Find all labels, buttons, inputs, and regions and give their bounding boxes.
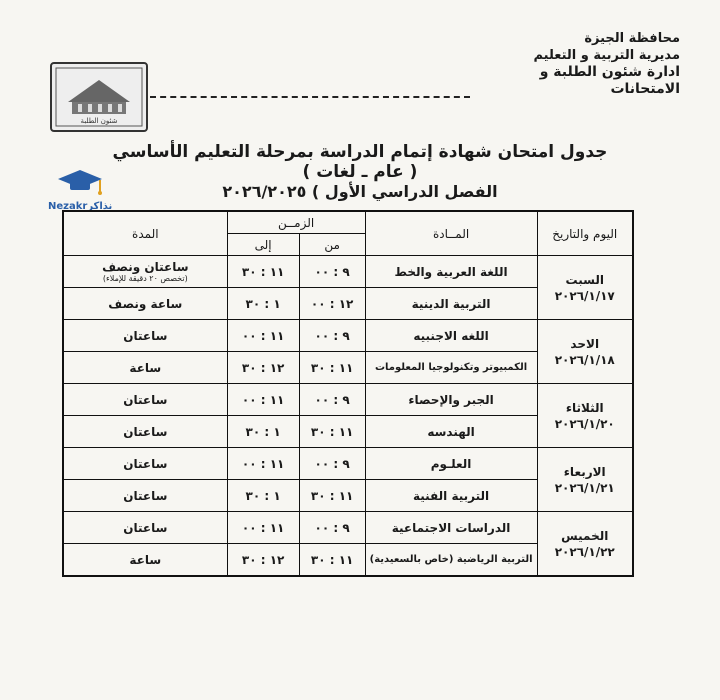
exam-schedule-table bbox=[62, 210, 634, 577]
day-date: ٢٠٢٦/١/٢٠ bbox=[554, 416, 615, 431]
subject-cell: العلـوم bbox=[365, 448, 537, 480]
duration-cell: ساعتان bbox=[63, 480, 227, 512]
table-row bbox=[63, 512, 633, 544]
day-date: ٢٠٢٦/١/٢٢ bbox=[554, 544, 615, 559]
duration-cell: ساعتان bbox=[63, 320, 227, 352]
subject-cell: التربية الفنية bbox=[365, 480, 537, 512]
from-cell: ٩ : ٠٠ bbox=[299, 256, 365, 288]
subject-cell: التربية الدينية bbox=[365, 288, 537, 320]
from-cell: ٩ : ٠٠ bbox=[299, 320, 365, 352]
duration-cell: ساعة ونصف bbox=[63, 288, 227, 320]
header-divider bbox=[150, 96, 470, 98]
to-cell: ١ : ٣٠ bbox=[227, 416, 299, 448]
to-header: إلى bbox=[227, 234, 299, 256]
duration-cell: ساعتان bbox=[63, 416, 227, 448]
duration-cell: ساعتان bbox=[63, 384, 227, 416]
table-row bbox=[63, 256, 633, 288]
semester-subtitle: الفصل الدراسي الأول ) ٢٠٢٦/٢٠٢٥ bbox=[222, 182, 498, 201]
day-date-header: اليوم والتاريخ bbox=[537, 211, 633, 256]
duration-cell bbox=[63, 256, 227, 288]
from-cell: ١١ : ٣٠ bbox=[299, 352, 365, 384]
to-cell: ١١ : ٠٠ bbox=[227, 320, 299, 352]
administration-name: ادارة شئون الطلبة و الامتحانات bbox=[539, 64, 680, 97]
to-cell: ١٢ : ٣٠ bbox=[227, 544, 299, 577]
to-cell: ١٢ : ٣٠ bbox=[227, 352, 299, 384]
to-cell: ١١ : ٠٠ bbox=[227, 448, 299, 480]
day-cell bbox=[537, 320, 633, 384]
day-cell bbox=[537, 256, 633, 320]
day-name: السبت bbox=[565, 272, 604, 287]
subject-cell: الدراسات الاجتماعية bbox=[365, 512, 537, 544]
directorate-header bbox=[480, 30, 680, 98]
day-name: الاربعاء bbox=[563, 464, 606, 479]
site-watermark bbox=[48, 166, 112, 212]
from-cell: ٩ : ٠٠ bbox=[299, 448, 365, 480]
from-cell: ٩ : ٠٠ bbox=[299, 512, 365, 544]
from-cell: ١١ : ٣٠ bbox=[299, 480, 365, 512]
duration-header: المدة bbox=[63, 211, 227, 256]
duration-text: ساعتان ونصف bbox=[102, 260, 189, 274]
day-date: ٢٠٢٦/١/١٨ bbox=[554, 352, 615, 367]
subject-cell: التربية الرياضية (خاص بالسعيدية) bbox=[365, 544, 537, 577]
table-row bbox=[63, 384, 633, 416]
to-cell: ١ : ٣٠ bbox=[227, 480, 299, 512]
day-cell bbox=[537, 448, 633, 512]
from-cell: ١١ : ٣٠ bbox=[299, 544, 365, 577]
duration-cell: ساعتان bbox=[63, 448, 227, 480]
day-name: الثلاثاء bbox=[565, 400, 604, 415]
table-header-row bbox=[63, 211, 633, 234]
from-header: من bbox=[299, 234, 365, 256]
day-name: الاحد bbox=[570, 336, 600, 351]
graduation-cap-icon bbox=[48, 166, 112, 198]
from-cell: ١٢ : ٠٠ bbox=[299, 288, 365, 320]
duration-cell: ساعة bbox=[63, 544, 227, 577]
subject-cell: اللغة العربية والخط bbox=[365, 256, 537, 288]
subject-cell: اللغه الاجنبيه bbox=[365, 320, 537, 352]
day-date: ٢٠٢٦/١/٢١ bbox=[554, 480, 615, 495]
day-cell bbox=[537, 384, 633, 448]
day-cell bbox=[537, 512, 633, 577]
from-cell: ١١ : ٣٠ bbox=[299, 416, 365, 448]
duration-cell: ساعة bbox=[63, 352, 227, 384]
table-row bbox=[63, 448, 633, 480]
directorate-logo bbox=[50, 62, 148, 132]
subject-header: المــادة bbox=[365, 211, 537, 256]
directorate-name: مديرية التربية و التعليم bbox=[533, 48, 680, 63]
building-emblem-icon bbox=[52, 64, 146, 130]
time-header: الزمــن bbox=[227, 211, 365, 234]
to-cell: ١١ : ٠٠ bbox=[227, 384, 299, 416]
to-cell: ١ : ٣٠ bbox=[227, 288, 299, 320]
duration-note: (تخصص ٢٠ دقيقة للإملاء) bbox=[102, 274, 188, 283]
day-name: الخميس bbox=[561, 528, 609, 543]
subject-cell: الجبر والإحصاء bbox=[365, 384, 537, 416]
logo-label: شئون الطلبة bbox=[80, 117, 118, 125]
to-cell: ١١ : ٠٠ bbox=[227, 512, 299, 544]
governorate-name: محافظة الجيزة bbox=[584, 31, 680, 46]
day-date: ٢٠٢٦/١/١٧ bbox=[554, 288, 615, 303]
page-title: جدول امتحان شهادة إتمام الدراسة بمرحلة التعليم الأساسي ( عام ـ لغات ) bbox=[112, 142, 608, 182]
watermark-text: Nezakrنذاكر bbox=[48, 201, 113, 212]
subject-cell: الهندسه bbox=[365, 416, 537, 448]
subject-cell: الكمبيوتر وتكنولوجيا المعلومات bbox=[365, 352, 537, 384]
duration-cell: ساعتان bbox=[63, 512, 227, 544]
to-cell: ١١ : ٣٠ bbox=[227, 256, 299, 288]
from-cell: ٩ : ٠٠ bbox=[299, 384, 365, 416]
table-row bbox=[63, 320, 633, 352]
